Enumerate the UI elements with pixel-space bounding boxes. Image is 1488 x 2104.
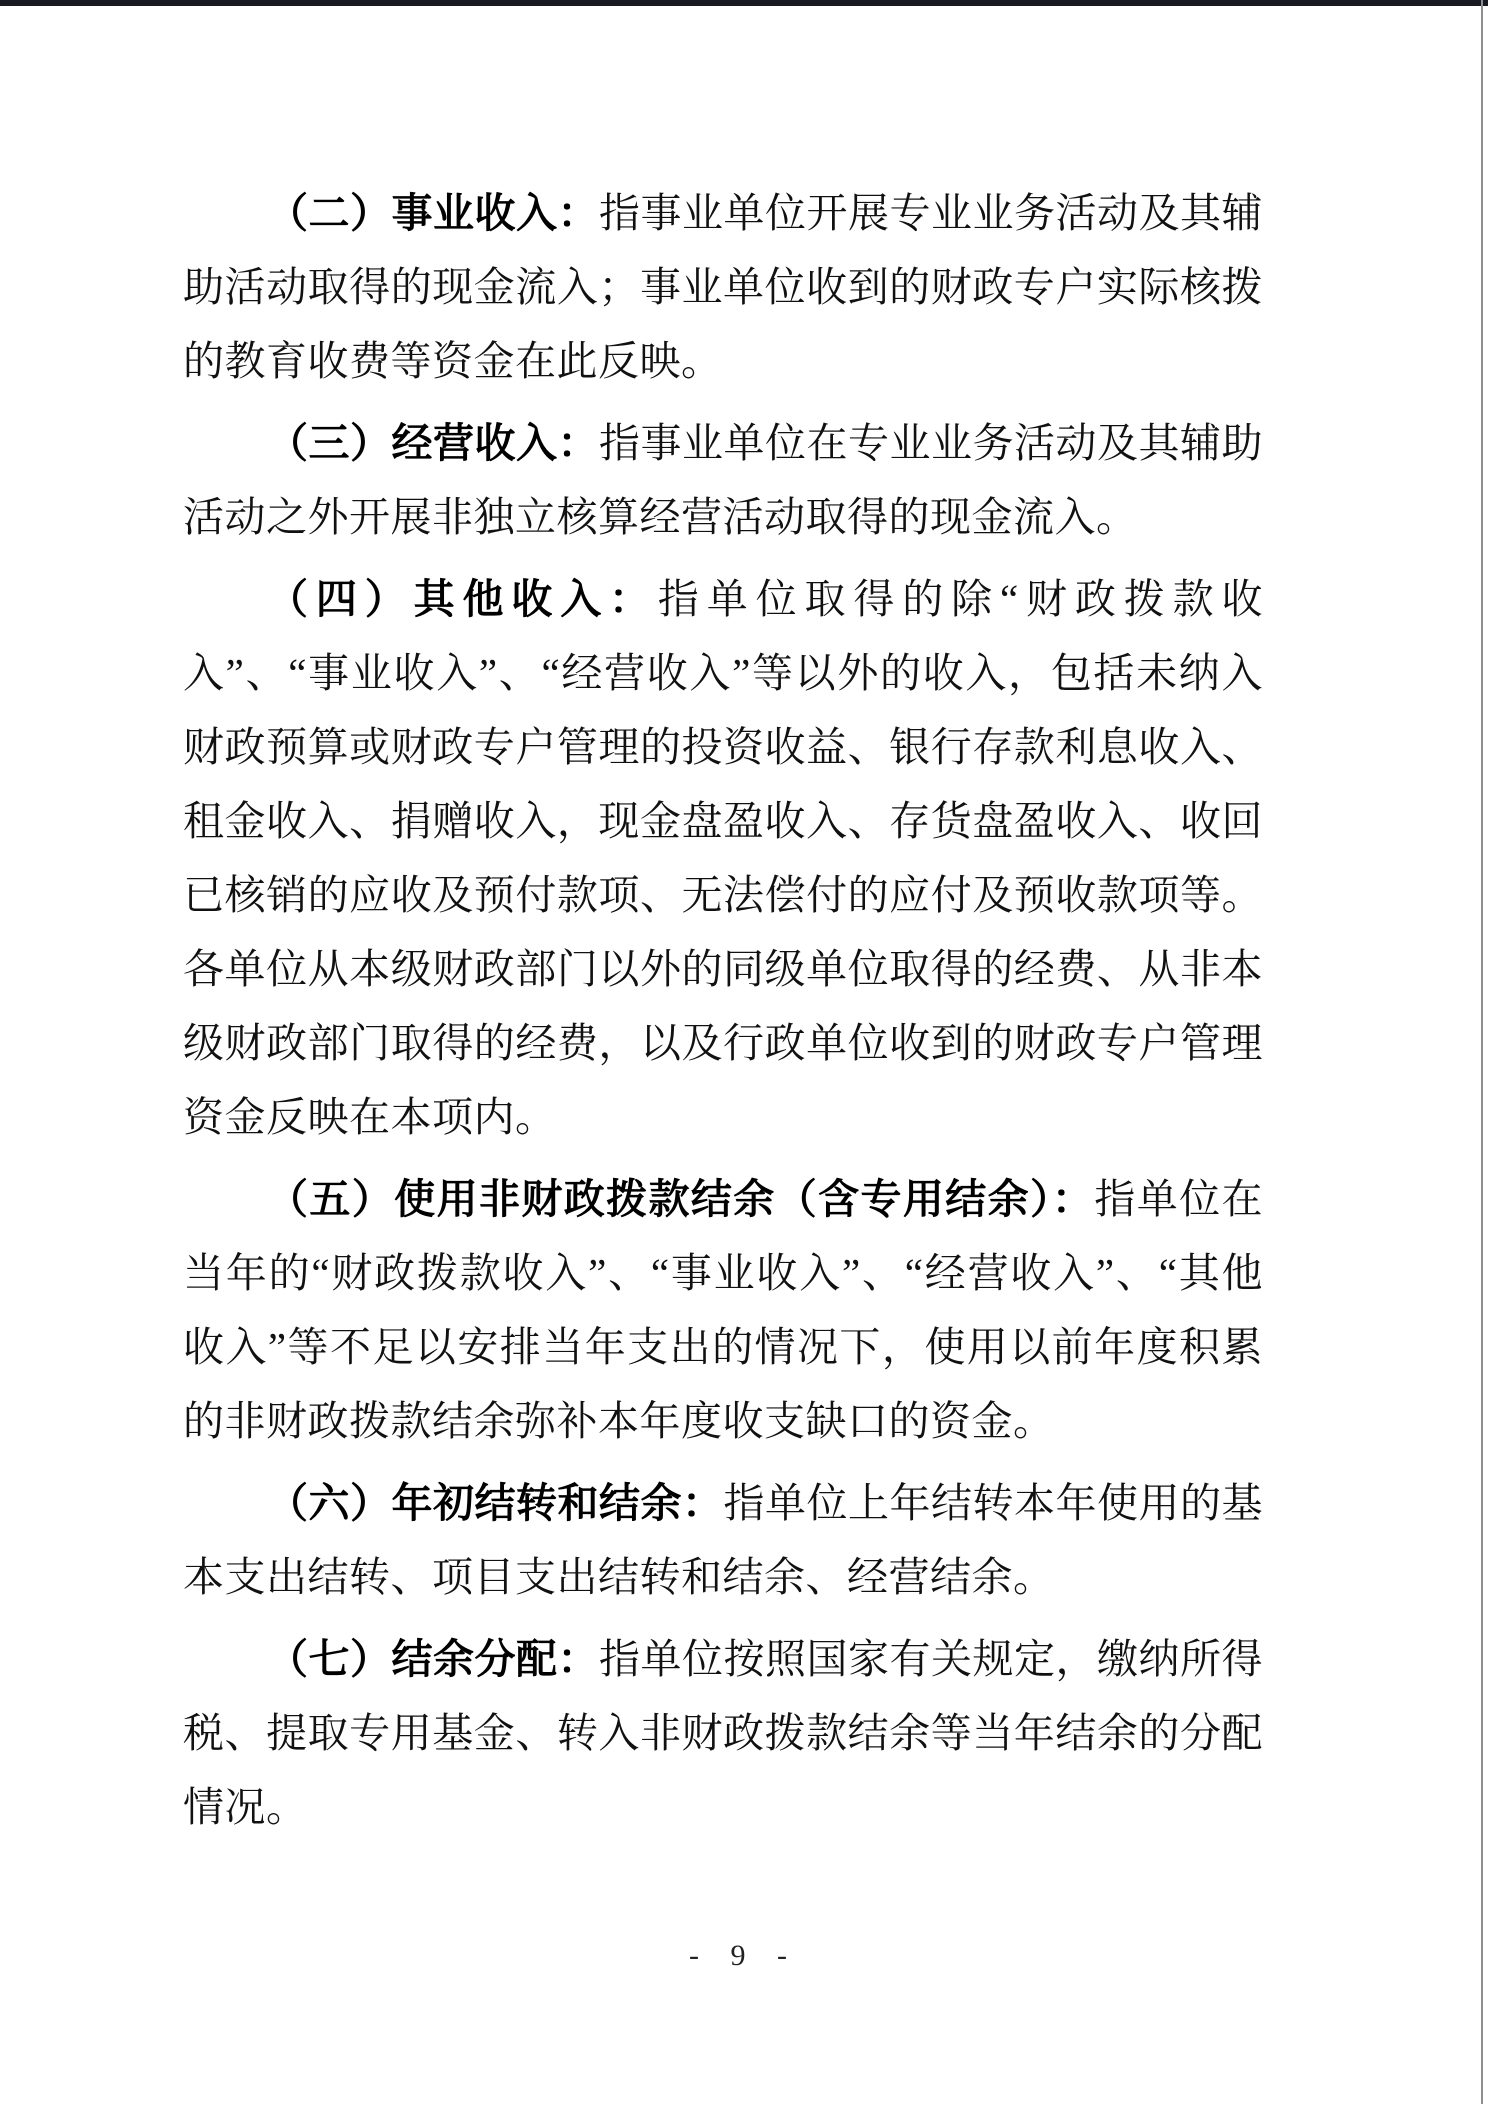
term-label: （五）使用非财政拨款结余（含专用结余）：	[267, 1176, 1095, 1222]
paragraph-jingying-shouru	[183, 406, 1263, 554]
page-top-border	[0, 0, 1488, 6]
paragraph-shiye-shouru	[183, 176, 1263, 398]
term-definition: 指事业单位开展专业业务活动及其辅助活动取得的现金流入；事业单位收到的财政专户实际核拨的教育收费等资金在此反映。	[183, 190, 1263, 384]
term-label: （三）经营收入：	[267, 420, 599, 466]
term-definition: 指单位按照国家有关规定，缴纳所得税、提取专用基金、转入非财政拨款结余等当年结余的分配情况。	[183, 1636, 1263, 1830]
term-definition: 指单位上年结转本年使用的基本支出结转、项目支出结转和结余、经营结余。	[183, 1480, 1263, 1600]
scan-artifact-line	[1481, 0, 1483, 2104]
paragraph-qita-shouru	[183, 562, 1263, 1154]
term-label: （七）结余分配：	[267, 1636, 599, 1682]
page-number: - 9 -	[689, 1939, 799, 1972]
term-definition: 指单位取得的除“财政拨款收入”、“事业收入”、“经营收入”等以外的收入，包括未纳入财政预算或财政专户管理的投资收益、银行存款利息收入、租金收入、捐赠收入，现金盘盈收入、存货盘盈收入、收回已核销的应收及预付款项、无法偿付的应付及预收款项等。各单位从本级财政部门以外的同级单位取得的经费、从非本级财政部门取得的经费，以及行政单位收到的财政专户管理资金反映在本项内。	[183, 576, 1263, 1140]
paragraph-jieyu-fenpei	[183, 1622, 1263, 1844]
document-body	[183, 176, 1263, 1852]
term-label: （二）事业收入：	[267, 190, 599, 236]
term-definition: 指单位在当年的“财政拨款收入”、“事业收入”、“经营收入”、“其他收入”等不足以安排当年支出的情况下，使用以前年度积累的非财政拨款结余弥补本年度收支缺口的资金。	[183, 1176, 1264, 1444]
term-label: （四）其他收入：	[267, 576, 658, 622]
paragraph-nianchu-jiezhuan-jieyu	[183, 1466, 1263, 1614]
term-label: （六）年初结转和结余：	[267, 1480, 724, 1526]
term-definition: 指事业单位在专业业务活动及其辅助活动之外开展非独立核算经营活动取得的现金流入。	[183, 420, 1263, 540]
paragraph-feicaizheng-bokuan-jieyu	[183, 1162, 1263, 1458]
